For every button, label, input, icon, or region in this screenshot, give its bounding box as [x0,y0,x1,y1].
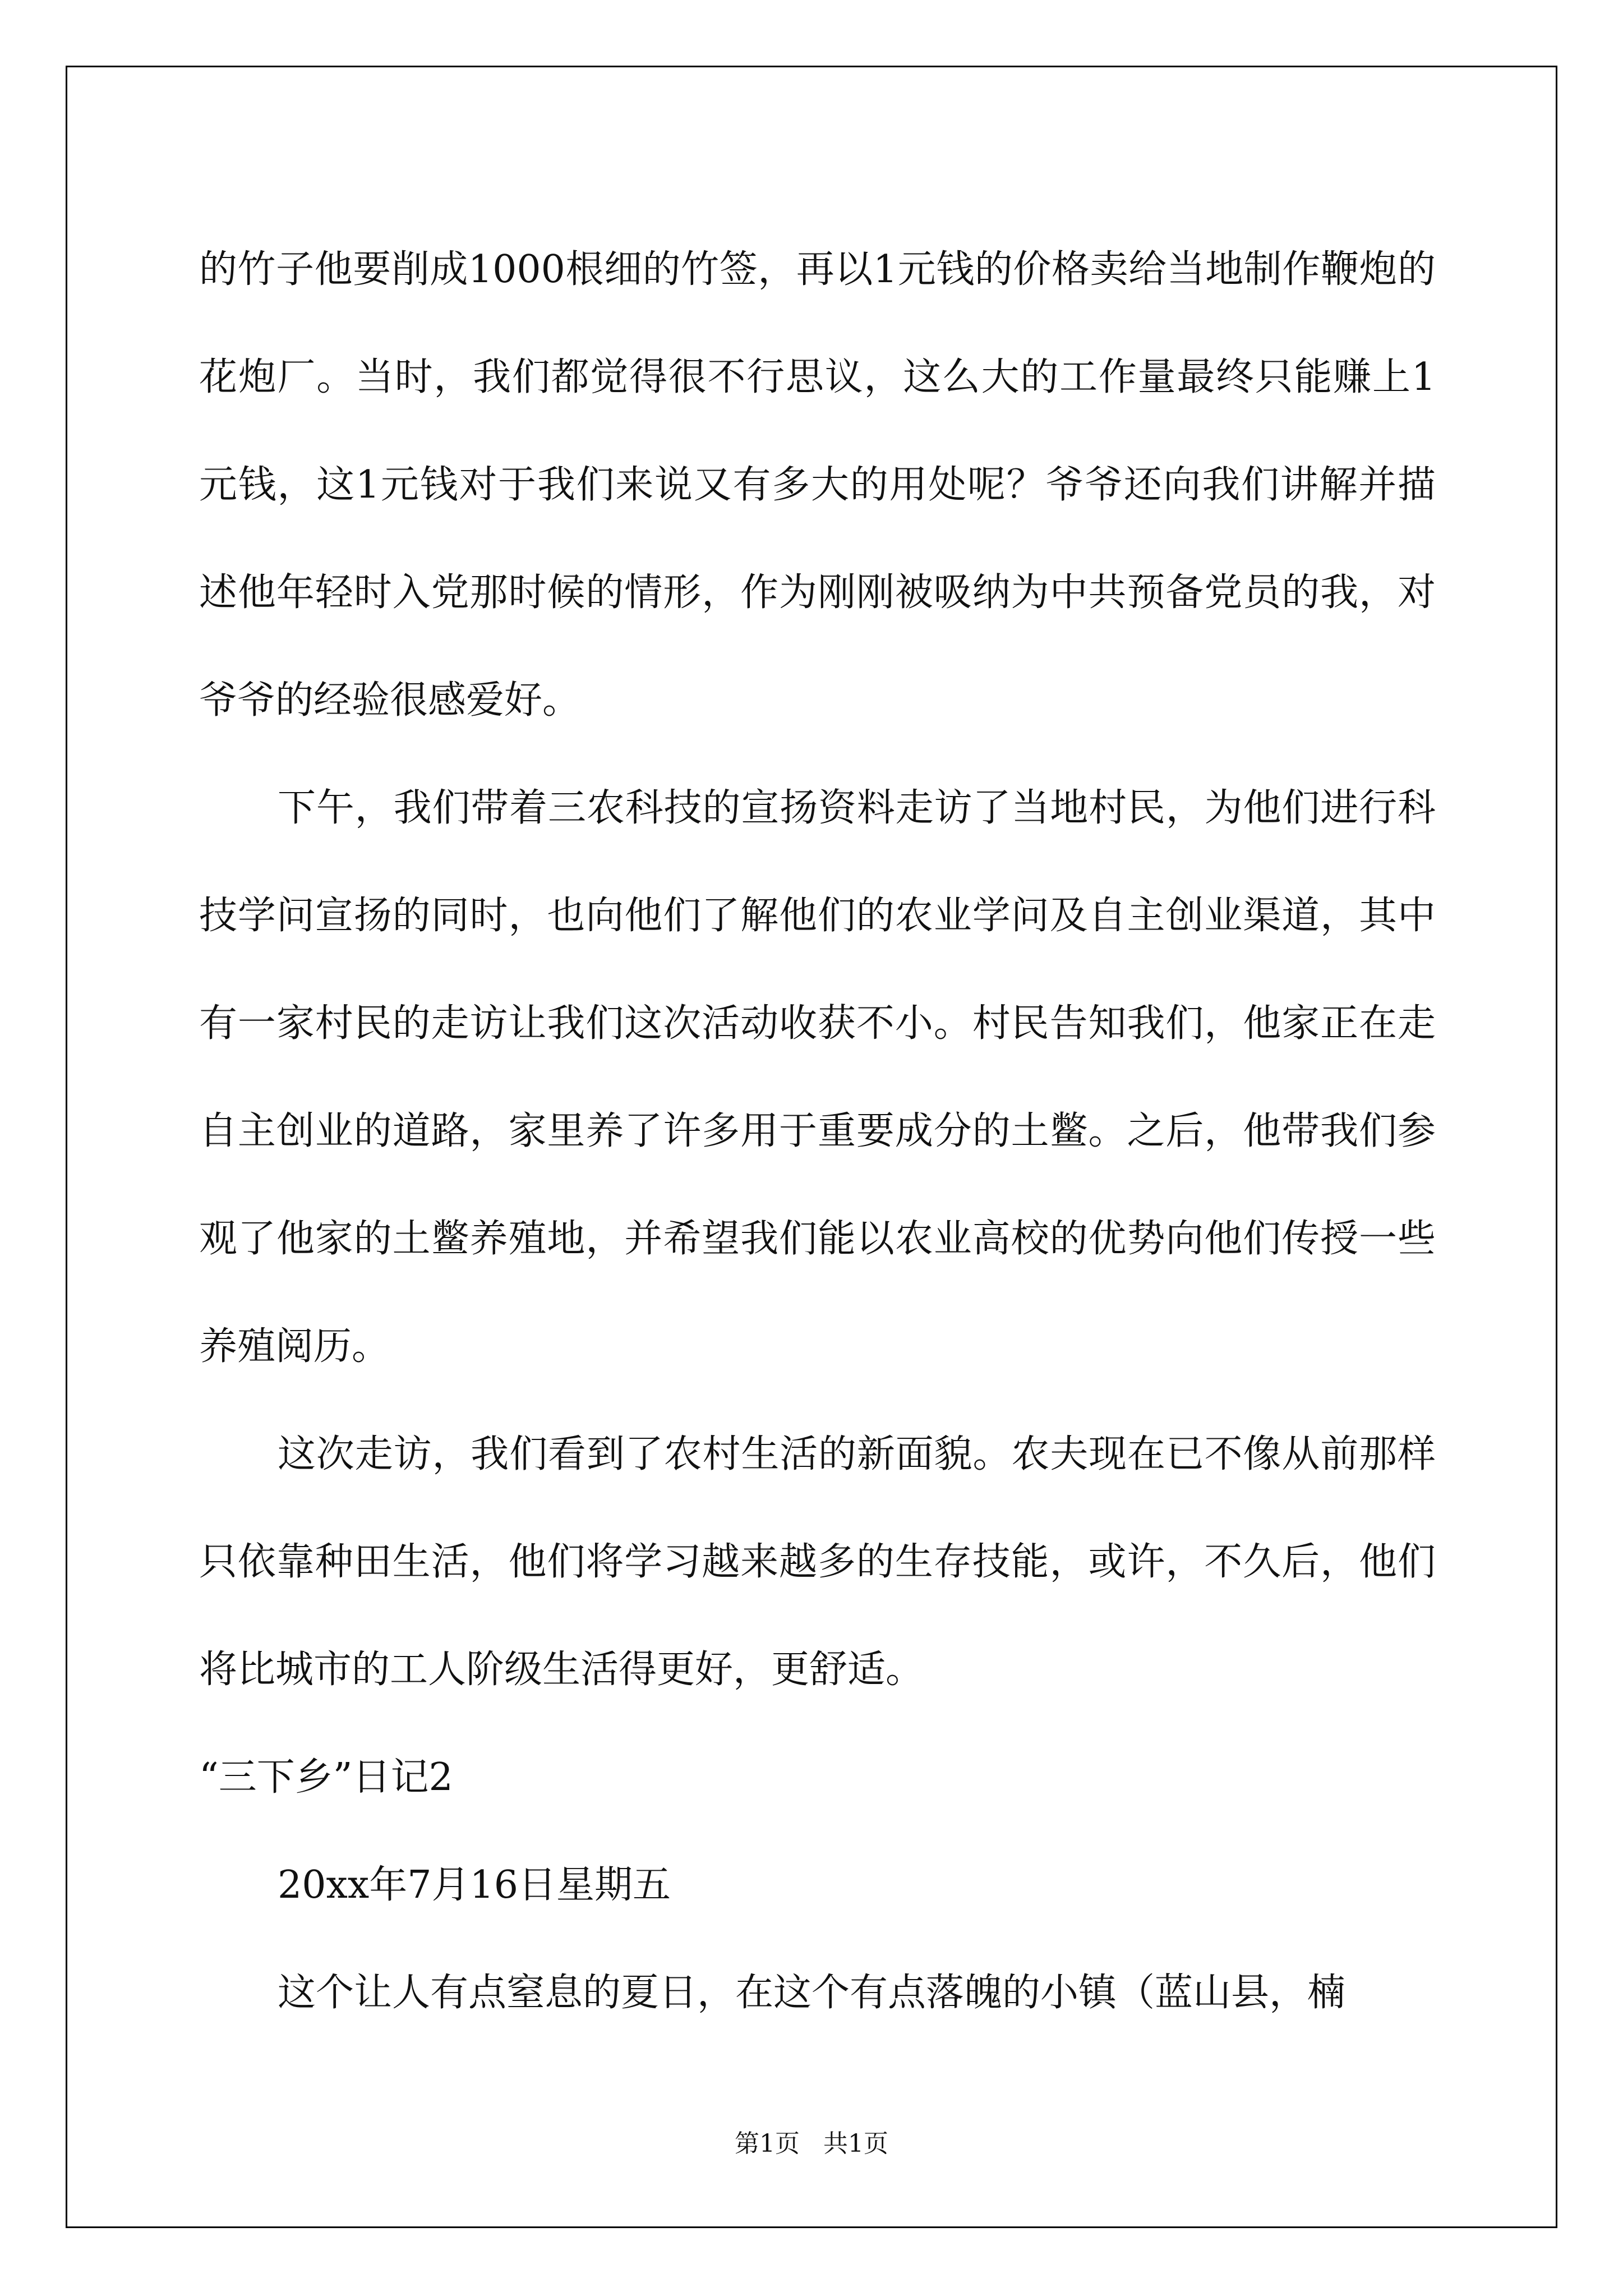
section-heading: “三下乡”日记2 [199,1755,453,1800]
paragraph-reflection: 这次走访，我们看到了农村生活的新面貌。农夫现在已不像从前那样只依靠种田生活，他们将学习越来越多的生存技能，或许，不久后，他们将比城市的工人阶级生活得更好，更舒适。 [199,1432,1436,1692]
date-line: 20xx年7月16日星期五 [278,1863,671,1907]
paragraph-summer-day: 这个让人有点窒息的夏日，在这个有点落魄的小镇（蓝山县，楠 [278,1971,1346,2015]
document-body [199,216,1436,2047]
paragraph-afternoon-visit: 下午，我们带着三农科技的宣扬资料走访了当地村民，为他们进行科技学问宣扬的同时，也向他们了解他们的农业学问及自主创业渠道，其中有一家村民的走访让我们这次活动收获不小。村民告知我们，他家正在走自主创业的道路，家里养了许多用于重要成分的土鳖。之后，他带我们参观了他家的土鳖养殖地，并希望我们能以农业高校的优势向他们传授一些养殖阅历。 [199,786,1436,1369]
page-number-footer: 第1页 共1页 [735,2129,888,2158]
paragraph-continuation: 的竹子他要削成1000根细的竹签，再以1元钱的价格卖给当地制作鞭炮的花炮厂。当时，我们都觉得很不行思议，这么大的工作量最终只能赚上1元钱，这1元钱对于我们来说又有多大的用处呢？爷爷还向我们讲解并描述他年轻时入党那时候的情形，作为刚刚被吸纳为中共预备党员的我，对爷爷的经验很感爱好。 [199,247,1436,723]
